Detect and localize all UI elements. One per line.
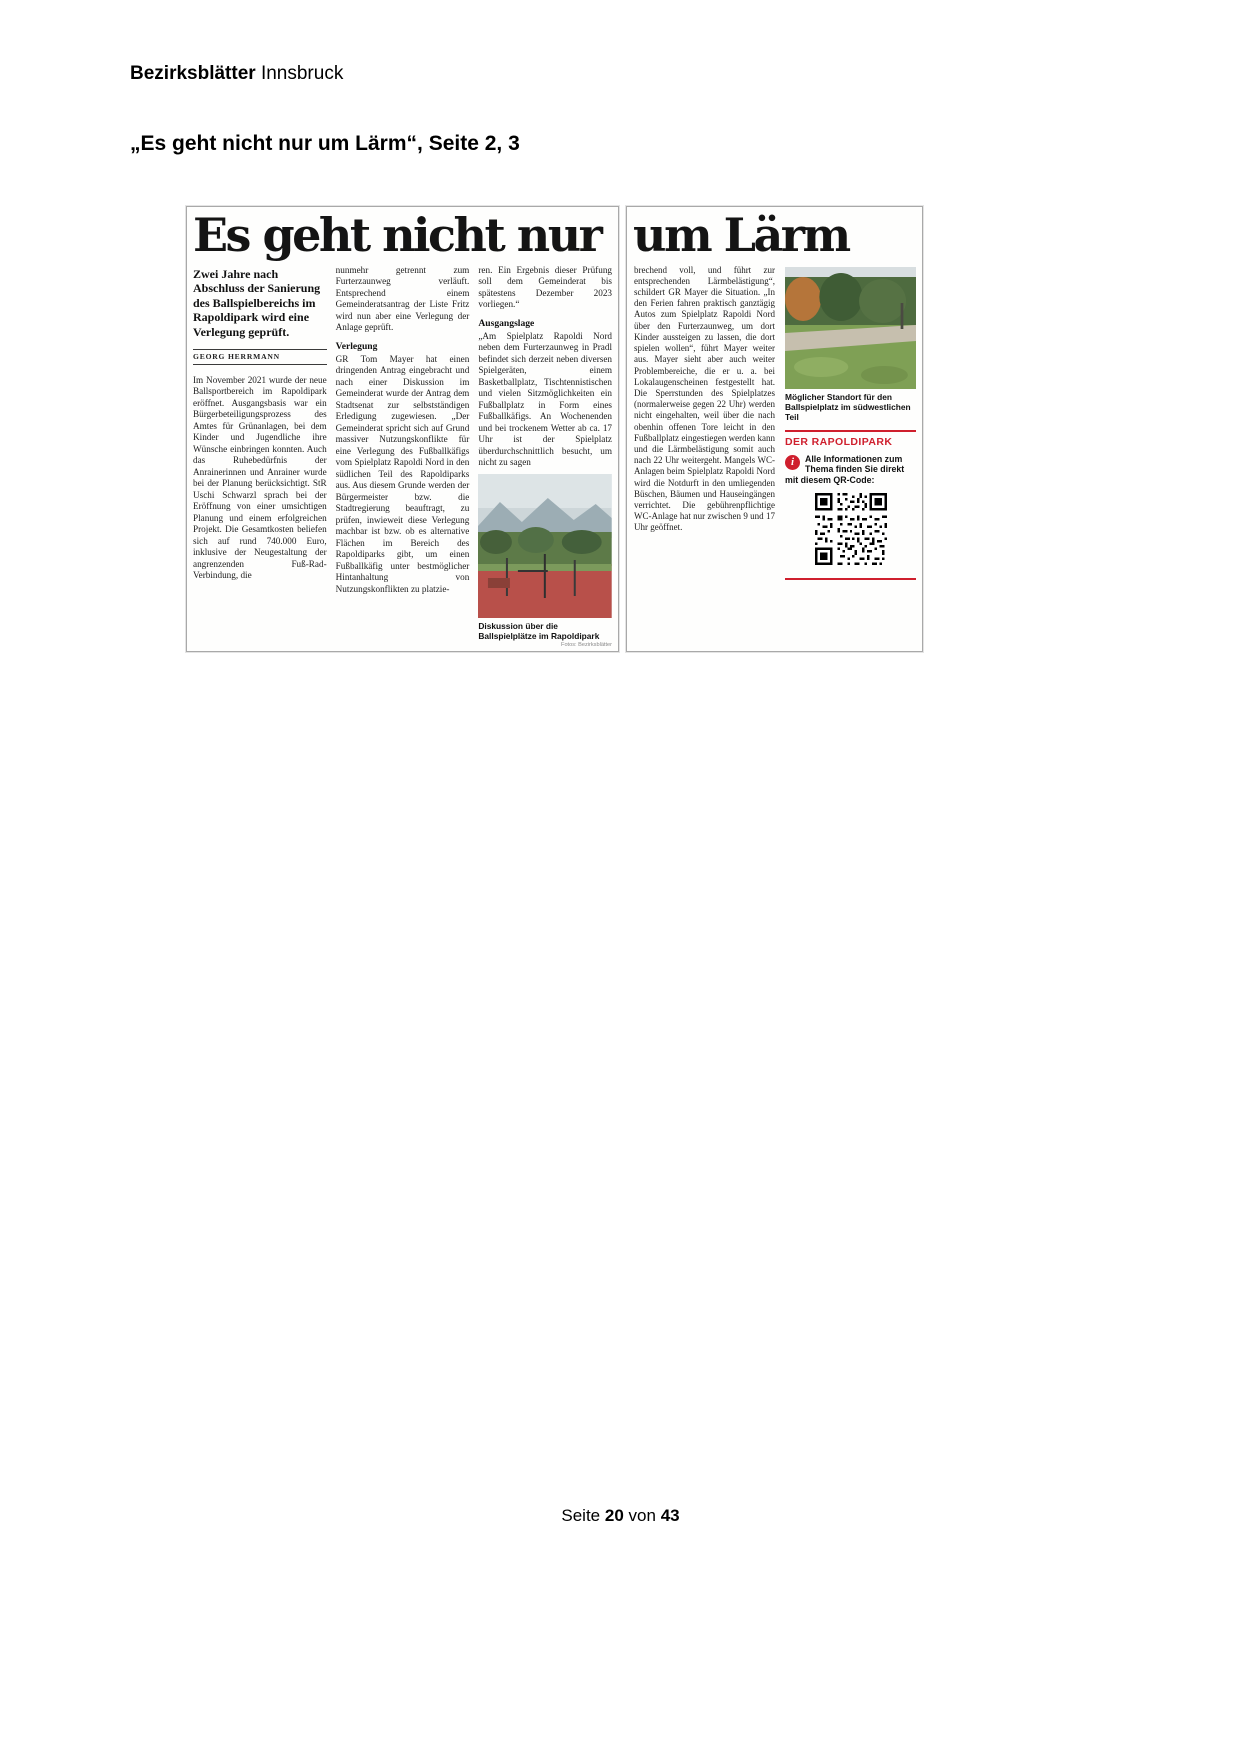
rapoldipark-infobox (785, 430, 916, 581)
article-column-3 (478, 265, 612, 649)
infobox-bottom-rule (785, 570, 916, 580)
publication-header (130, 63, 343, 85)
park-photo (785, 267, 916, 389)
article-headline-left: Es geht nicht nur (193, 208, 601, 262)
article-column-2 (336, 265, 470, 649)
infobox-body (785, 454, 916, 486)
article-body-col3: „Am Spielplatz Rapoldi Nord neben dem Furterzaunweg in Pradl befindet sich derzeit neben diversen Spielgeräten, einem Basketballplatz, Tischtennistischen und vielen Sitzmöglichkeiten ein Fußballplatz in Form eines Fußballkäfigs. An Wochenenden und bei trockenem Wetter ab ca. 17 Uhr ist der Spielplatz überdurchschnittlich besucht, um nicht zu sagen (478, 330, 613, 468)
footer-total-pages: 43 (660, 1506, 680, 1525)
infobox-text: Alle Informationen zum Thema finden Sie direkt mit diesem QR-Code: (785, 453, 905, 485)
article-subhead-ausgangslage: Ausgangslage (478, 317, 535, 329)
article-subhead-verlegung: Verlegung (335, 340, 378, 352)
photo-credit: Fotos: Bezirksblätter (561, 642, 613, 649)
infobox-title: DER RAPOLDIPARK (785, 435, 893, 448)
article-clipping-left (186, 206, 619, 652)
info-icon: i (785, 455, 800, 470)
publication-brand: Bezirksblätter (130, 63, 256, 84)
photo-caption-left: Diskussion über die Ballspielplätze im Rapoldipark (478, 620, 600, 641)
article-body-col2: GR Tom Mayer hat einen dringenden Antrag eingebracht und nach einer Diskussion im Gemeinderat wurde der Antrag dem Stadtsenat zur selbstständigen Erledigung zugewiesen. „Der Gemeinderat spricht sich auf Grund massiver Nutzungskonflikte für eine Verlegung des Fußballkäfigs vom Spielplatz Rapoldi Nord in den südlichen Teil des Rapoldiparks aus. Aus diesem Grunde werden der Bürgermeister bzw. die Stadtregierung beauftragt, zu prüfen, inwieweit diese Verlegung machbar ist bzw. ob es alternative Flächen im Bereich des Rapoldiparks gibt, um einen Fußballkäfig unter bestmöglicher Hintanhaltung von Nutzungskonflikten zu platzie- (335, 353, 470, 594)
page-footer (0, 1506, 1241, 1526)
page-title: „Es geht nicht nur um Lärm“, Seite 2, 3 (130, 132, 520, 155)
article-byline: GEORG HERRMANN (193, 349, 327, 365)
footer-label-of: von (628, 1506, 656, 1525)
article-column-1 (193, 265, 327, 649)
footer-label-page: Seite (561, 1506, 601, 1525)
playground-photo (478, 474, 612, 618)
photo-caption-right: Möglicher Standort für den Ballspielplatz im südwestlichen Teil (785, 391, 911, 423)
qr-code (815, 493, 887, 565)
article-standfirst: Zwei Jahre nach Abschluss der Sanierung des Ballspielbereichs im Rapoldipark wird eine Verlegung geprüft. (193, 266, 321, 340)
article-body-col3-intro: ren. Ein Ergebnis dieser Prüfung soll dem Gemeinderat bis spätestens Dezember 2023 vorliegen.“ (478, 264, 613, 310)
footer-page-number: 20 (604, 1506, 624, 1525)
article-body-right: brechend voll, und führt zur entsprechenden Lärmbelästigung“, schildert GR Mayer die Situation. „In den Ferien fahren praktisch ganztägig Autos zum Spielplatz Rapoldi Nord über den Furterzaunweg, um dort Kinder aussteigen zu lassen, die dort spielen wollen“, führt Mayer weiter aus. Mayer sieht aber auch weiter Problembereiche, die er u. a. bei Lokalaugenscheinen festgestellt hat. Die Sperrstunden des Spielplatzes (normalerweise gegen 22 Uhr) werden nicht eingehalten, weil über die nach obenhin offenen Tore leicht in den Fußballplatz eingestiegen werden kann und die Lärmbelästigung somit auch nach 22 Uhr weitergeht. Mangels WC-Anlagen beim Spielplatz Rapoldi Nord wird die Notdurft in den umliegenden Büschen, Bäumen und Hauseingängen verrichtet. Die gebührenpflichtige WC-Anlage hat nur zwischen 9 und 17 Uhr geöffnet. (634, 264, 775, 533)
article-body-col1: Im November 2021 wurde der neue Ballsportbereich im Rapoldipark eröffnet. Ausgangsbasis war ein Bürgerbeteiligungsprozess des Amtes für Grünanlagen, bei dem Kinder und Jugendliche ihre Wünsche einbringen konnten. Auch das Ruhebedürfnis der Anrainerinnen und Anrainer wurde bei der Planung berücksichtigt. StR Uschi Schwarzl sprach bei der Eröffnung von einer umsichtigen Planung und einem erfolgreichen Projekt. Die Gesamtkosten beliefen sich auf rund 740.000 Euro, inklusive der Neugestaltung der angrenzenden Fuß-Rad-Verbindung, die (193, 374, 327, 581)
publication-region: Innsbruck (260, 63, 344, 84)
article-body-col2-intro: nunmehr getrennt zum Furterzaunweg verläuft. Entsprechend einem Gemeinderatsantrag der Liste Fritz wird nun aber eine Verlegung der Anlage geprüft. (335, 264, 470, 333)
article-headline-right: um Lärm (633, 208, 849, 262)
article-clipping-right (626, 206, 923, 652)
article-sidebar (785, 265, 916, 581)
